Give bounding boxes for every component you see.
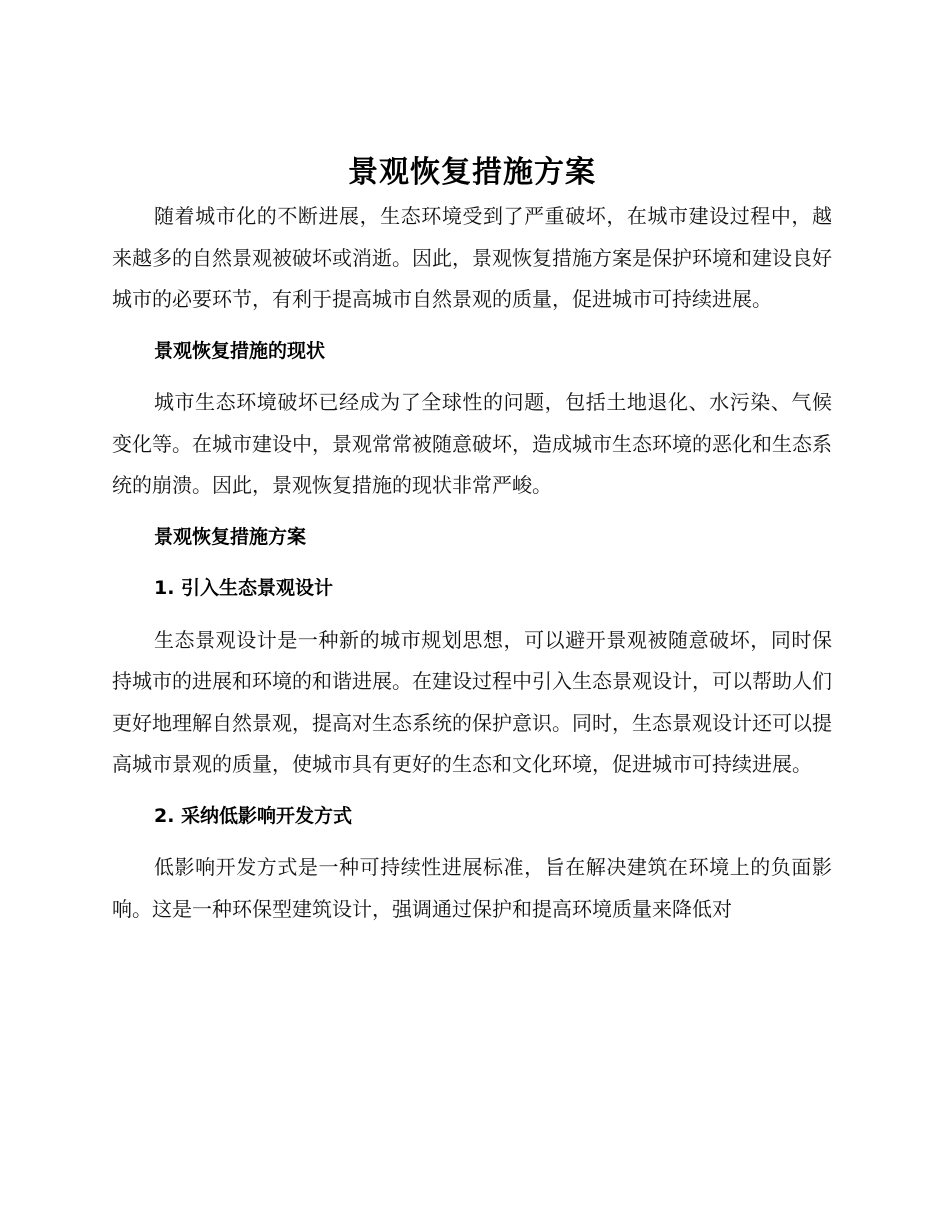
section-status-paragraph: 城市生态环境破坏已经成为了全球性的问题，包括土地退化、水污染、气候变化等。在城市建设中，景观常常被随意破坏，造成城市生态环境的恶化和生态系统的崩溃。因此，景观恢复措施的现状非常严峻。 [112, 390, 832, 497]
document-title: 景观恢复措施方案 [348, 155, 596, 190]
item-heading-low-impact: 2. 采纳低影响开发方式 [154, 804, 353, 827]
item-heading-ecological-design: 1. 引入生态景观设计 [154, 577, 334, 599]
item-ecological-design-paragraph: 生态景观设计是一种新的城市规划思想，可以避开景观被随意破坏，同时保持城市的进展和环境的和谐进展。在建设过程中引入生态景观设计，可以帮助人们更好地理解自然景观，提高对生态系统的保护意识。同时，生态景观设计还可以提高城市景观的质量，使城市具有更好的生态和文化环境，促进城市可持续进展。 [112, 627, 832, 776]
item-low-impact-paragraph: 低影响开发方式是一种可持续性进展标准，旨在解决建筑在环境上的负面影响。这是一种环保型建筑设计，强调通过保护和提高环境质量来降低对 [112, 855, 832, 921]
document-page [112, 150, 832, 930]
intro-paragraph: 随着城市化的不断进展，生态环境受到了严重破坏，在城市建设过程中，越来越多的自然景观被破坏或消逝。因此，景观恢复措施方案是保护环境和建设良好城市的必要环节，有利于提高城市自然景观的质量，促进城市可持续进展。 [112, 204, 832, 311]
section-heading-status: 景观恢复措施的现状 [154, 339, 326, 362]
section-heading-plan: 景观恢复措施方案 [154, 525, 307, 548]
